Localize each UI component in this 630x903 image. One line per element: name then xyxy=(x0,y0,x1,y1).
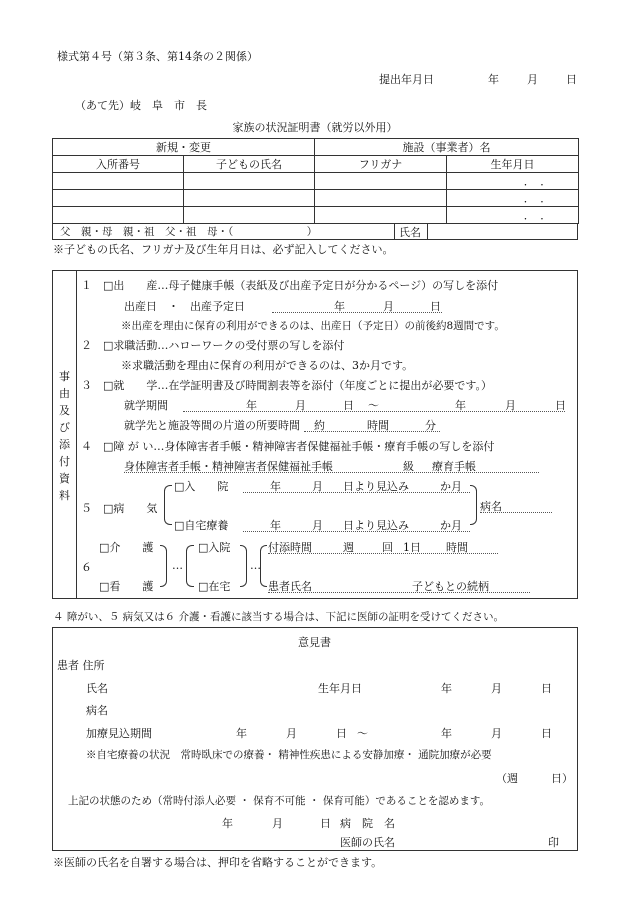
attend-day: 1日 xyxy=(403,541,421,554)
inpatient-year: 年 xyxy=(270,480,281,493)
table-row xyxy=(53,207,579,224)
seal-mark: 印 xyxy=(548,836,559,849)
reason-care[interactable]: □介 護 xyxy=(99,541,154,554)
attend-times: 回 xyxy=(382,541,393,554)
entry-number-input[interactable] xyxy=(53,207,184,224)
reason-school[interactable]: ３ □就 学…在学証明書及び時間割表等を添付（年度ごとに提出が必要です。） xyxy=(81,379,493,392)
week-day-field: （週 日） xyxy=(496,772,573,785)
col-entry-number: 入所番号 xyxy=(53,156,184,173)
cert-month: 月 xyxy=(272,817,283,830)
new-change-cell: 新規・変更 xyxy=(53,139,315,156)
birth-month: 月 xyxy=(383,300,394,313)
illness-inpatient[interactable]: □入 院 xyxy=(174,480,229,493)
home-care-year: 年 xyxy=(270,519,281,532)
patient-birth-year: 年 xyxy=(441,682,452,695)
col-child-name: 子どもの氏名 xyxy=(184,156,315,173)
ryoiku-handbook: 療育手帳 xyxy=(432,460,476,473)
school-tilde: ～ xyxy=(368,399,379,412)
school-end-year: 年 xyxy=(455,399,466,412)
inpatient-month: 月 xyxy=(312,480,323,493)
reason-6-number: ６ xyxy=(81,561,92,574)
form-number: 様式第４号（第３条、第14条の２関係） xyxy=(57,50,258,63)
school-start-year: 年 xyxy=(246,399,257,412)
commute-minutes: 分 xyxy=(425,419,436,432)
attend-time-label: 付添時間 xyxy=(268,541,312,554)
illness-brace xyxy=(164,485,172,525)
care-hospital[interactable]: □入院 xyxy=(198,541,231,554)
attend-hours: 時間 xyxy=(446,541,468,554)
note-child-info: ※子どもの氏名、フリガナ及び生年月日は、必ず記入してください。 xyxy=(53,243,394,256)
inpatient-from: 日より見込み xyxy=(343,480,409,493)
disability-handbook-label: 身体障害者手帳・精神障害者保健福祉手帳 xyxy=(124,460,333,473)
col-birthdate: 生年月日 xyxy=(447,156,579,173)
child-name-input[interactable] xyxy=(184,207,315,224)
patient-name-label: 患者氏名 xyxy=(268,580,312,593)
hospital-name-label: 病 院 名 xyxy=(340,817,395,830)
furigana-input[interactable] xyxy=(315,207,447,224)
child-name-input[interactable] xyxy=(184,190,315,207)
patient-birth-day: 日 xyxy=(541,682,552,695)
furigana-input[interactable] xyxy=(315,173,447,190)
disease-brace xyxy=(470,485,477,525)
school-period-label: 就学期間 xyxy=(124,399,168,412)
commute-label: 就学先と施設等間の片道の所要時間 xyxy=(124,419,300,432)
col-furigana: フリガナ xyxy=(315,156,447,173)
care-home[interactable]: □在宅 xyxy=(198,580,231,593)
birthdate-input[interactable]: ． ． xyxy=(447,190,579,207)
submit-month: 月 xyxy=(527,73,538,86)
child-name-input[interactable] xyxy=(184,173,315,190)
birth-date-label: 出産日 ・ 出産予定日 xyxy=(124,300,245,313)
document-title: 家族の状況証明書（就労以外用） xyxy=(232,121,398,134)
facility-cell: 施設（事業者）名 xyxy=(315,139,579,156)
patient-birth-month: 月 xyxy=(491,682,502,695)
disability-grade: 級 xyxy=(403,460,414,473)
submit-day: 日 xyxy=(566,73,577,86)
school-start-day: 日 xyxy=(343,399,354,412)
child-info-table xyxy=(52,138,579,224)
patient-name-field-label: 氏名 xyxy=(86,682,108,695)
submit-date-label: 提出年月日 xyxy=(379,73,434,86)
furigana-input[interactable] xyxy=(315,190,447,207)
attend-week: 週 xyxy=(343,541,354,554)
entry-number-input[interactable] xyxy=(53,173,184,190)
certify-statement: 上記の状態のため（常時付添人必要 ・ 保育不可能 ・ 保育可能）であることを認めます。 xyxy=(68,795,491,807)
patient-address-label: 患者 住所 xyxy=(57,659,105,672)
reason-nursing[interactable]: □看 護 xyxy=(99,580,154,593)
note-signature: ※医師の氏名を自署する場合は、押印を省略することができます。 xyxy=(53,856,383,869)
care-dots: … xyxy=(172,559,183,572)
reason-birth[interactable]: １ □出 産…母子健康手帳（表紙及び出産予定日が分かるページ）の写しを添付 xyxy=(81,279,499,292)
disease-name-label: 病名 xyxy=(480,500,502,513)
period-start-year: 年 xyxy=(236,727,247,740)
reason-job-seeking[interactable]: ２ □求職活動…ハローワークの受付票の写しを添付 xyxy=(81,339,345,352)
cert-day: 日 xyxy=(320,817,331,830)
birthdate-input[interactable]: ． ． xyxy=(447,207,579,224)
home-care-months: か月 xyxy=(440,519,462,532)
period-start-day: 日 xyxy=(336,727,347,740)
relation-label: 父 親・母 親・祖 父・祖 母・（ ） xyxy=(60,226,318,238)
submit-year: 年 xyxy=(488,73,499,86)
care-detail-brace-2 xyxy=(260,545,267,587)
birth-year: 年 xyxy=(334,300,345,313)
job-seeking-note: ※求職活動を理由に保育の利用ができるのは、3か月です。 xyxy=(121,359,414,372)
care-place-brace xyxy=(186,545,194,587)
birth-day: 日 xyxy=(430,300,441,313)
illness-home-care[interactable]: □自宅療養 xyxy=(174,519,229,532)
reasons-side-label: 事 由 及 び 添 付 資 料 xyxy=(59,370,70,502)
period-end-day: 日 xyxy=(541,727,552,740)
commute-hours: 時間 xyxy=(367,419,389,432)
reason-illness[interactable]: ５ □病 気 xyxy=(81,502,158,515)
period-start-month: 月 xyxy=(286,727,297,740)
addressee: （あて先）岐 阜 市 長 xyxy=(75,99,207,112)
school-end-day: 日 xyxy=(555,399,566,412)
cert-year: 年 xyxy=(222,817,233,830)
home-care-from: 日より見込み xyxy=(343,519,409,532)
school-start-month: 月 xyxy=(295,399,306,412)
commute-approx: 約 xyxy=(314,419,325,432)
child-relation-label: 子どもとの続柄 xyxy=(412,580,489,593)
care-brace xyxy=(160,545,167,587)
table-row xyxy=(53,173,579,190)
patient-disease-label: 病名 xyxy=(86,704,108,717)
period-tilde: ～ xyxy=(357,727,368,740)
school-end-month: 月 xyxy=(505,399,516,412)
period-end-month: 月 xyxy=(491,727,502,740)
opinion-title: 意見書 xyxy=(298,636,331,649)
inpatient-months: か月 xyxy=(440,480,462,493)
entry-number-input[interactable] xyxy=(53,190,184,207)
birth-note: ※出産を理由に保育の利用ができるのは、出産日（予定日）の前後約8週間です。 xyxy=(121,320,505,332)
home-care-status: ※自宅療養の状況 常時臥床での療養・ 精神性疾患による安静加療・ 通院加療が必要 xyxy=(86,749,492,761)
doctor-name-label: 医師の氏名 xyxy=(340,836,395,849)
table-row xyxy=(53,190,579,207)
home-care-month: 月 xyxy=(312,519,323,532)
patient-birth-label: 生年月日 xyxy=(318,682,362,695)
guardian-name-label: 氏名 xyxy=(399,226,421,239)
care-detail-dots: … xyxy=(250,559,261,572)
care-detail-brace xyxy=(240,545,247,587)
treatment-period-label: 加療見込期間 xyxy=(86,727,152,740)
birthdate-input[interactable]: ． ． xyxy=(447,173,579,190)
reason-disability[interactable]: ４ □障 が い…身体障害者手帳・精神障害者保健福祉手帳・療育手帳の写しを添付 xyxy=(81,440,495,453)
note-doctor-required: ４ 障がい、５ 病気又は６ 介護・看護に該当する場合は、下記に医師の証明を受けてください。 xyxy=(53,611,505,623)
period-end-year: 年 xyxy=(441,727,452,740)
